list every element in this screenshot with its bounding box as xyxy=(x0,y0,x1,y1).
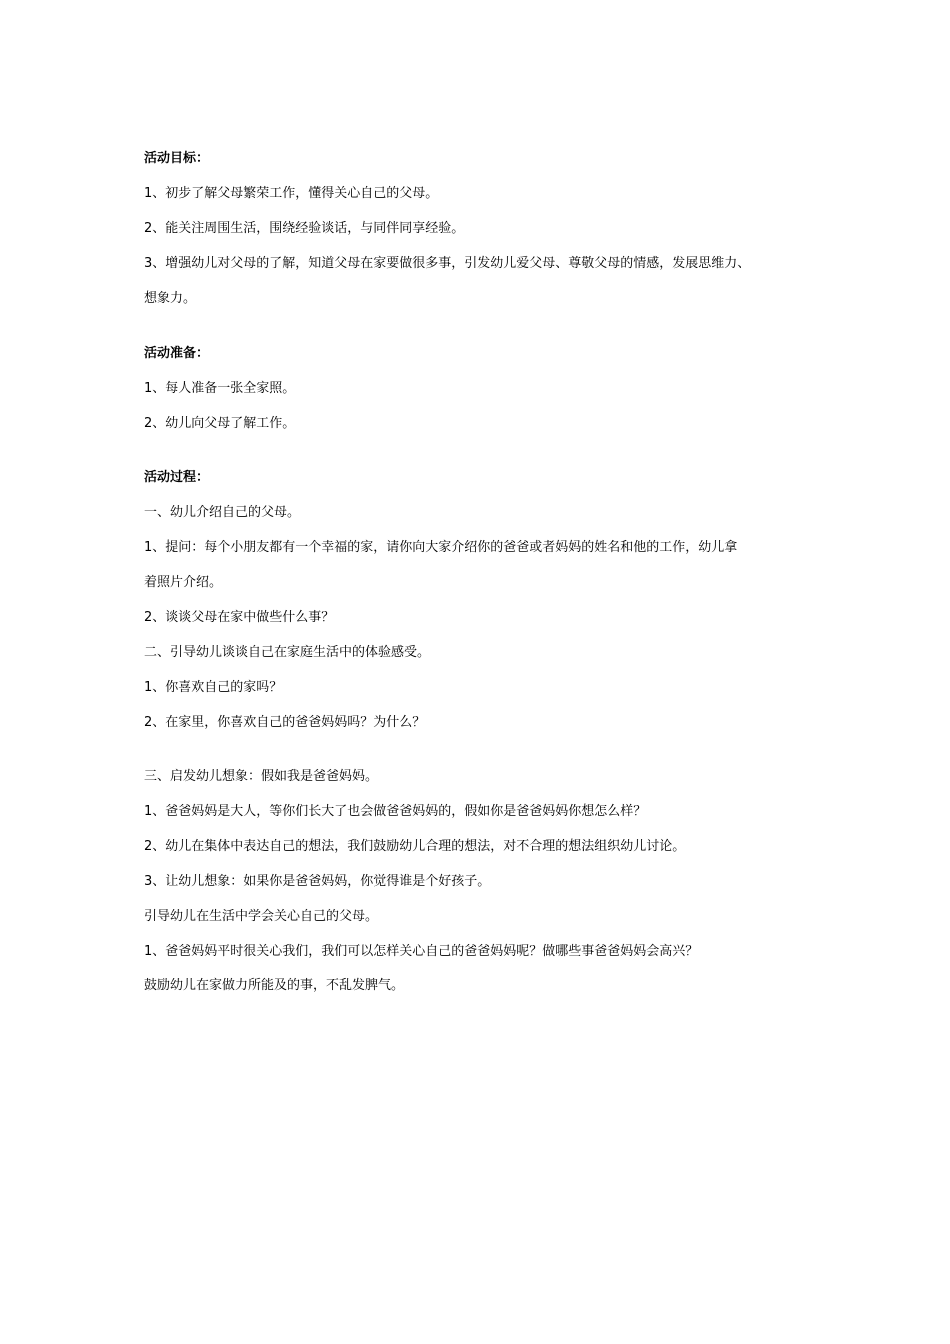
process-step: 二、引导幼儿谈谈自己在家庭生活中的体验感受。 xyxy=(144,645,431,660)
process-item: 2、谈谈父母在家中做些什么事？ xyxy=(144,610,335,625)
preparation-item: 1、每人准备一张全家照。 xyxy=(144,381,296,396)
process-paragraph: 引导幼儿在生活中学会关心自己的父母。 xyxy=(144,909,379,924)
process-step: 一、幼儿介绍自己的父母。 xyxy=(144,505,301,520)
process-item: 2、幼儿在集体中表达自己的想法，我们鼓励幼儿合理的想法，对不合理的想法组织幼儿讨论。 xyxy=(144,839,686,854)
section-heading-goals: 活动目标： xyxy=(144,151,210,166)
process-item: 2、在家里，你喜欢自己的爸爸妈妈吗？为什么？ xyxy=(144,715,426,730)
goal-item-continuation: 想象力。 xyxy=(144,291,197,306)
process-item: 1、你喜欢自己的家吗？ xyxy=(144,680,283,695)
process-item: 1、爸爸妈妈是大人，等你们长大了也会做爸爸妈妈的，假如你是爸爸妈妈你想怎么样？ xyxy=(144,804,647,819)
section-heading-process: 活动过程： xyxy=(144,470,210,485)
preparation-item: 2、幼儿向父母了解工作。 xyxy=(144,416,296,431)
goal-item: 3、增强幼儿对父母的了解，知道父母在家要做很多事，引发幼儿爱父母、尊敬父母的情感，发展思维力、 xyxy=(144,256,751,271)
process-item-continuation: 着照片介绍。 xyxy=(144,575,223,590)
goal-item: 1、初步了解父母繁荣工作，懂得关心自己的父母。 xyxy=(144,186,439,201)
goal-item: 2、能关注周围生活，围绕经验谈话，与同伴同享经验。 xyxy=(144,221,465,236)
process-item: 1、提问：每个小朋友都有一个幸福的家，请你向大家介绍你的爸爸或者妈妈的姓名和他的工作，幼儿拿 xyxy=(144,540,738,555)
section-heading-preparation: 活动准备： xyxy=(144,346,210,361)
process-item: 3、让幼儿想象：如果你是爸爸妈妈，你觉得谁是个好孩子。 xyxy=(144,874,491,889)
process-item: 1、爸爸妈妈平时很关心我们，我们可以怎样关心自己的爸爸妈妈呢？做哪些事爸爸妈妈会高兴？ xyxy=(144,944,699,959)
process-step: 三、启发幼儿想象：假如我是爸爸妈妈。 xyxy=(144,769,379,784)
process-paragraph: 鼓励幼儿在家做力所能及的事，不乱发脾气。 xyxy=(144,978,405,993)
